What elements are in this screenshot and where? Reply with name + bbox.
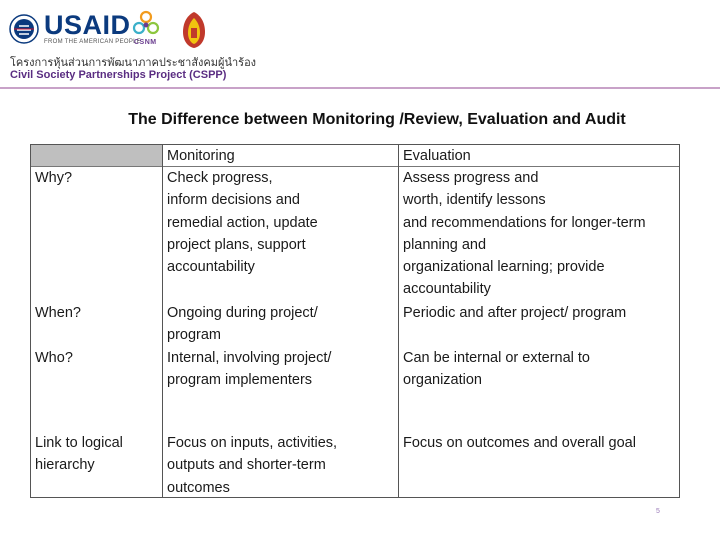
cell-link-evaluation: Focus on outcomes and overall goal: [403, 435, 636, 451]
header-divider: [0, 87, 720, 89]
row-label-when: When?: [35, 305, 81, 321]
cell-link-monitoring: Focus on inputs, activities, outputs and shorter-term outcomes: [167, 435, 338, 496]
usaid-tagline: FROM THE AMERICAN PEOPLE: [44, 39, 142, 45]
cell-why-evaluation: Assess progress and worth, identify lessons and recommendations for longer-term planning and organizational learning; provide accountability: [403, 170, 646, 298]
usaid-logo-text: USAID: [44, 10, 131, 40]
row-label-why: Why?: [35, 170, 73, 186]
ministry-seal-icon: [178, 10, 210, 50]
table-border-top: [30, 144, 680, 145]
table-border-right: [679, 144, 680, 497]
row-label-who: Who?: [35, 350, 73, 366]
csnm-caption: CSNM: [134, 39, 157, 46]
logo-bar: [0, 0, 720, 100]
cell-why-monitoring: Check progress, inform decisions and remedial action, update project plans, support accountability: [167, 170, 318, 276]
cell-who-monitoring: Internal, involving project/ program implementers: [167, 350, 332, 389]
header-cell-shade: [31, 145, 162, 166]
thai-project-name: โครงการหุ้นส่วนการพัฒนาภาคประชาสังคมผู้นำร้อง: [10, 57, 257, 69]
column-header-monitoring: Monitoring: [167, 148, 235, 164]
slide-title: The Difference between Monitoring /Review, Evaluation and Audit: [128, 111, 626, 128]
usaid-seal-icon: [9, 14, 39, 44]
cell-when-evaluation: Periodic and after project/ program: [403, 305, 627, 321]
table-border-left: [30, 144, 31, 497]
cell-when-monitoring: Ongoing during project/ program: [167, 305, 318, 344]
row-label-link-to-logical-hierarchy: Link to logical hierarchy: [35, 435, 123, 474]
cspp-logo-icon: [129, 8, 163, 42]
page-number: 5: [656, 508, 660, 515]
cell-who-evaluation: Can be internal or external to organization: [403, 350, 590, 389]
column-header-evaluation: Evaluation: [403, 148, 471, 164]
table-column-divider: [162, 144, 163, 497]
project-name: Civil Society Partnerships Project (CSPP): [10, 69, 227, 81]
table-column-divider: [398, 144, 399, 497]
